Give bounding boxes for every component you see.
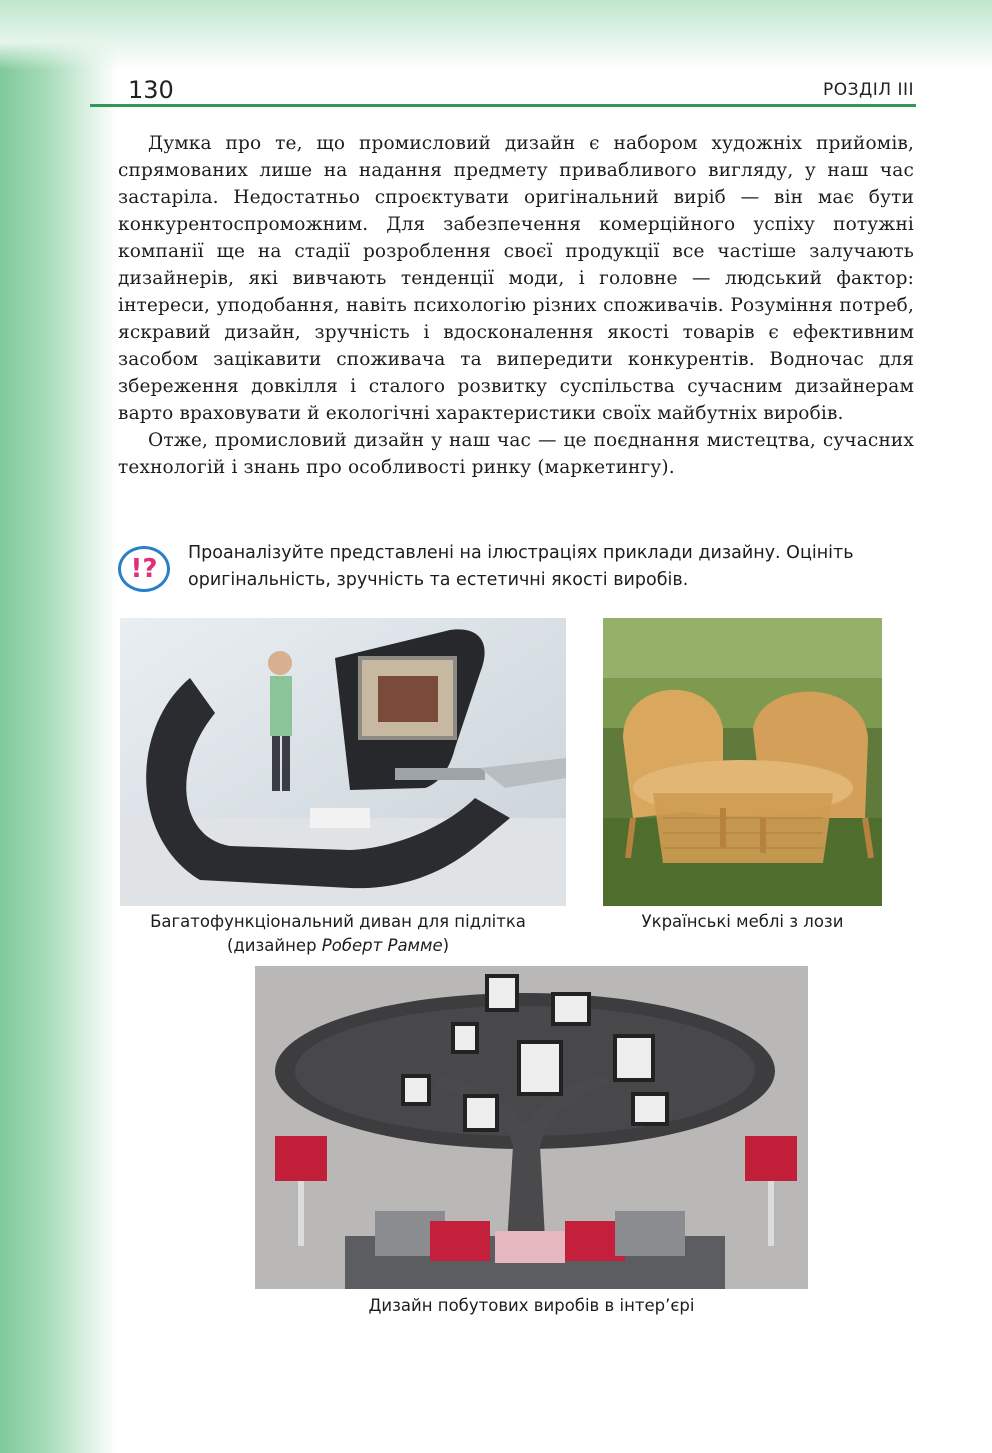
page-number: 130: [128, 76, 174, 104]
left-decorative-band: [0, 0, 118, 1453]
sofa-caption-author: Роберт Рамме: [321, 936, 443, 955]
interior-caption: Дизайн побутових виробів в інтер’єрі: [368, 1296, 695, 1315]
task-text: Проаналізуйте представлені на ілюстраціях приклади дизайну. Оцініть оригінальність, зручність та естетичні якості виробів.: [188, 543, 854, 590]
interior-photo: [255, 966, 808, 1289]
sofa-caption-line1: Багатофункціональний диван для підлітка: [150, 912, 526, 931]
sofa-caption: [128, 910, 548, 958]
question-exclamation-icon: !?: [118, 546, 170, 592]
sofa-caption-suffix: ): [442, 936, 450, 955]
wicker-caption: Українські меблі з лози: [641, 912, 844, 931]
section-label: РОЗДІЛ III: [822, 80, 914, 100]
paragraph-1: Думка про те, що промисловий дизайн є набором художніх прийомів, спрямованих лише на надання предмету привабливого вигляду, у наш час застаріла. Недостатньо спроєктувати оригінальний виріб — він має бути конкурентоспроможним. Для забезпечення комерційного успіху потужні компанії ще на стадії розроблення своєї продукції все частіше залучають дизайнерів, які вивчають тенденції моди, і головне — людський фактор: інтереси, уподобання, навіть психологію різних споживачів. Розуміння потреб, яскравий дизайн, зручність і вдосконалення якості товарів є ефективним засобом зацікавити споживача та випередити конкурентів. Водночас для збереження довкілля і сталого розвитку суспільства сучасним дизайнерам варто враховувати й екологічні характеристики своїх майбутніх виробів.: [118, 133, 914, 424]
top-decorative-band: [0, 0, 992, 70]
sofa-photo: [120, 618, 566, 906]
body-text: [118, 130, 914, 481]
wicker-furniture-photo: [603, 618, 882, 906]
header-rule: [90, 104, 916, 107]
paragraph-2: Отже, промисловий дизайн у наш час — це поєднання мистецтва, сучасних технологій і знань про особливості ринку (маркетингу).: [118, 430, 914, 478]
sofa-caption-line2: [128, 934, 548, 958]
sofa-caption-prefix: (дизайнер: [226, 936, 322, 955]
